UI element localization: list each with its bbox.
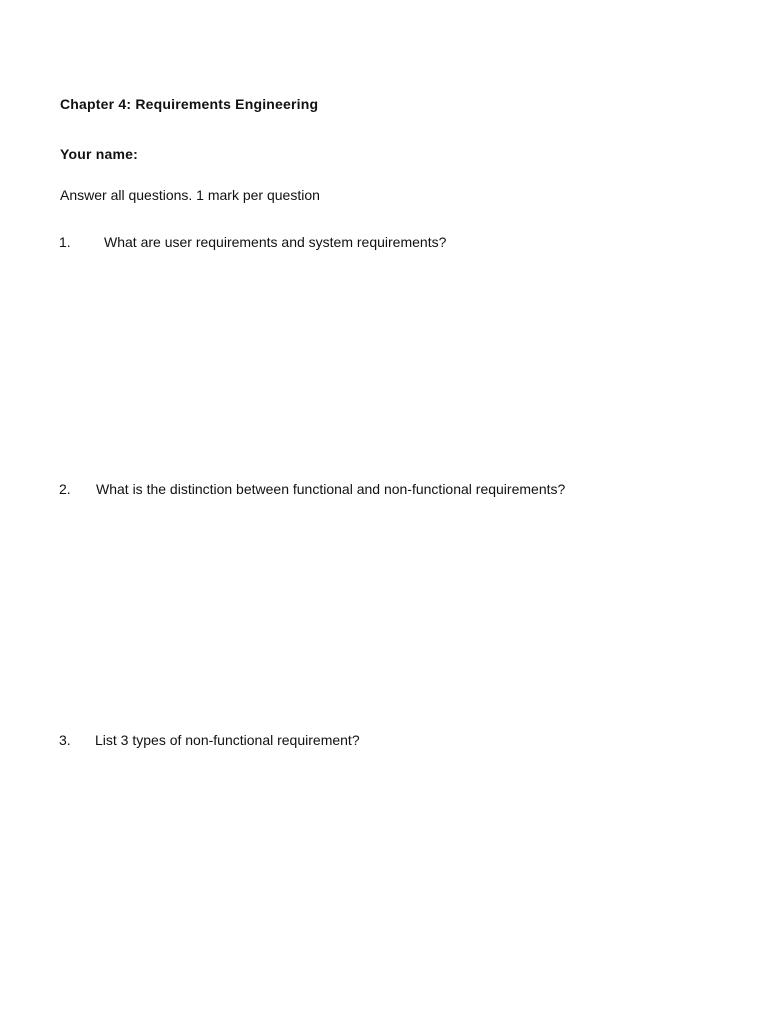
question-text: What are user requirements and system requirements? [104,234,447,250]
instructions-text: Answer all questions. 1 mark per question [60,187,320,203]
question-text: What is the distinction between functional and non-functional requirements? [96,481,566,497]
question-2 [59,480,699,498]
answer-space-2[interactable] [59,505,709,725]
question-1 [59,233,699,251]
question-3 [59,731,699,749]
question-number: 2. [59,481,71,497]
chapter-title: Chapter 4: Requirements Engineering [60,96,319,112]
answer-space-3[interactable] [59,756,709,996]
answer-space-1[interactable] [59,258,709,473]
name-label: Your name: [60,146,138,162]
question-number: 1. [59,234,71,250]
question-number: 3. [59,732,71,748]
question-text: List 3 types of non-functional requirement? [95,732,360,748]
